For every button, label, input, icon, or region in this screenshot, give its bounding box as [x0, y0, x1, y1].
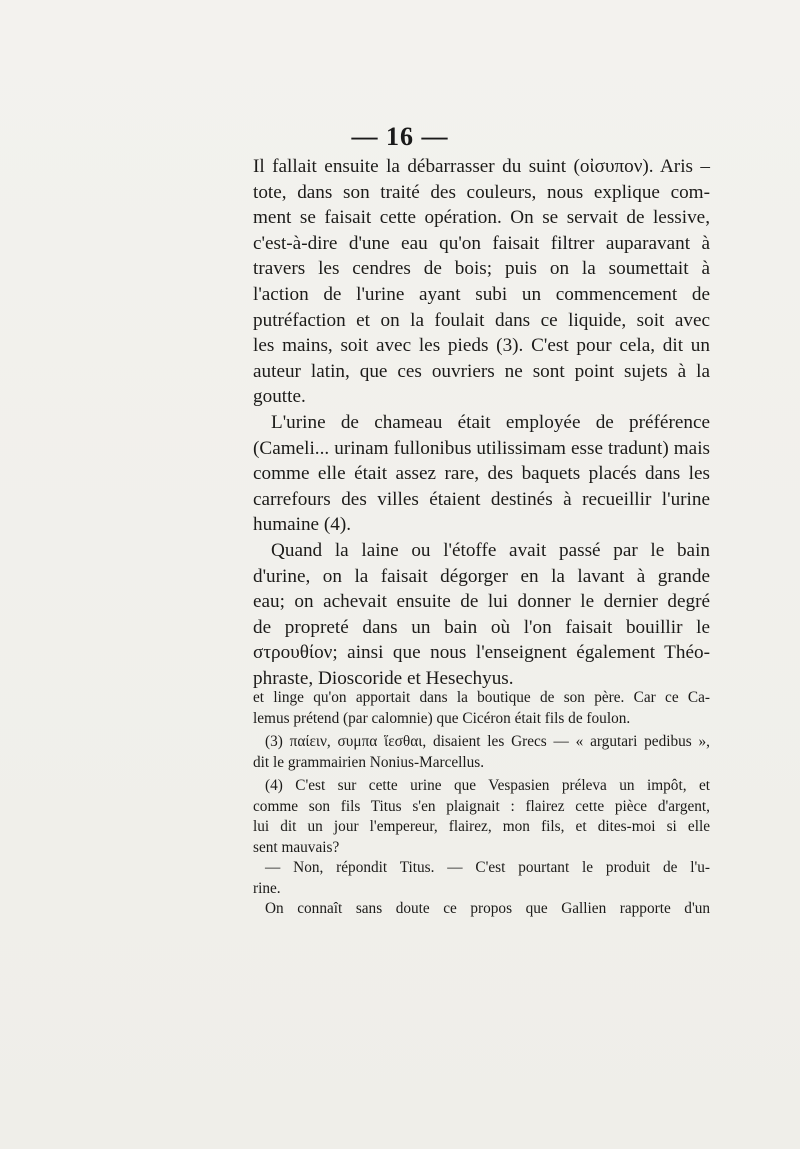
- text-line: L'urine de chameau était employée de préférence: [271, 411, 710, 433]
- text-line: phraste, Dioscoride et Hesechyus.: [253, 667, 514, 689]
- text-line: travers les cendres de bois; puis on la soumettait à: [253, 258, 710, 280]
- text-line: carrefours des villes étaient destinés à recueillir l'urine: [253, 488, 710, 510]
- text-line: Il fallait ensuite la débarrasser du suint (οἰσυπον). Aris –: [253, 156, 710, 177]
- text-line: Quand la laine ou l'étoffe avait passé par le bain: [271, 539, 710, 561]
- text-line: στρουθίον; ainsi que nous l'enseignent également Théo-: [253, 642, 710, 664]
- text-line: tote, dans son traité des couleurs, nous explique com-: [253, 181, 710, 203]
- footnote-line: rine.: [253, 879, 281, 897]
- footnote-line: (3) παίειν, συμπα ἵεσθαι, disaient les Grecs — « argutari pedibus »,: [265, 733, 710, 750]
- page-number: — 16 —: [351, 122, 449, 151]
- footnote-line: sent mauvais?: [253, 838, 340, 856]
- text-line: goutte.: [253, 386, 306, 408]
- text-line: (Cameli... urinam fullonibus utilissimam esse tradunt) mais: [253, 437, 710, 459]
- footnote-line: (4) C'est sur cette urine que Vespasien préleva un impôt, et: [265, 777, 710, 794]
- footnote-line: — Non, répondit Titus. — C'est pourtant le produit de l'u-: [265, 859, 710, 876]
- text-line: de propreté dans un bain où l'on faisait bouillir le: [253, 616, 710, 638]
- text-line: humaine (4).: [253, 514, 352, 536]
- text-line: eau; on achevait ensuite de lui donner le dernier degré: [253, 591, 710, 613]
- footnote-line: On connaît sans doute ce propos que Gallien rapporte d'un: [265, 900, 710, 917]
- text-line: auteur latin, que ces ouvriers ne sont point sujets à la: [253, 360, 710, 382]
- text-line: putréfaction et on la foulait dans ce liquide, soit avec: [253, 309, 710, 331]
- text-line: l'action de l'urine ayant subi un commencement de: [253, 283, 710, 305]
- text-line: c'est-à-dire d'une eau qu'on faisait filtrer auparavant à: [253, 232, 710, 254]
- footnote-line: lui dit un jour l'empereur, flairez, mon fils, et dites-moi si elle: [253, 818, 710, 835]
- footnotes: [253, 688, 710, 920]
- footnote-line: lemus prétend (par calomnie) que Cicéron était fils de foulon.: [253, 709, 631, 727]
- main-text: [253, 154, 710, 691]
- footnote-line: dit le grammairien Nonius-Marcellus.: [253, 753, 485, 771]
- text-line: comme elle était assez rare, des baquets placés dans les: [253, 463, 710, 485]
- text-line: ment se faisait cette opération. On se servait de lessive,: [253, 207, 710, 229]
- footnote-line: comme son fils Titus s'en plaignait : flairez cette pièce d'argent,: [253, 797, 710, 815]
- text-line: les mains, soit avec les pieds (3). C'est pour cela, dit un: [253, 335, 710, 357]
- text-line: d'urine, on la faisait dégorger en la lavant à grande: [253, 565, 710, 587]
- footnote-line: et linge qu'on apportait dans la boutique de son père. Car ce Ca-: [253, 689, 710, 706]
